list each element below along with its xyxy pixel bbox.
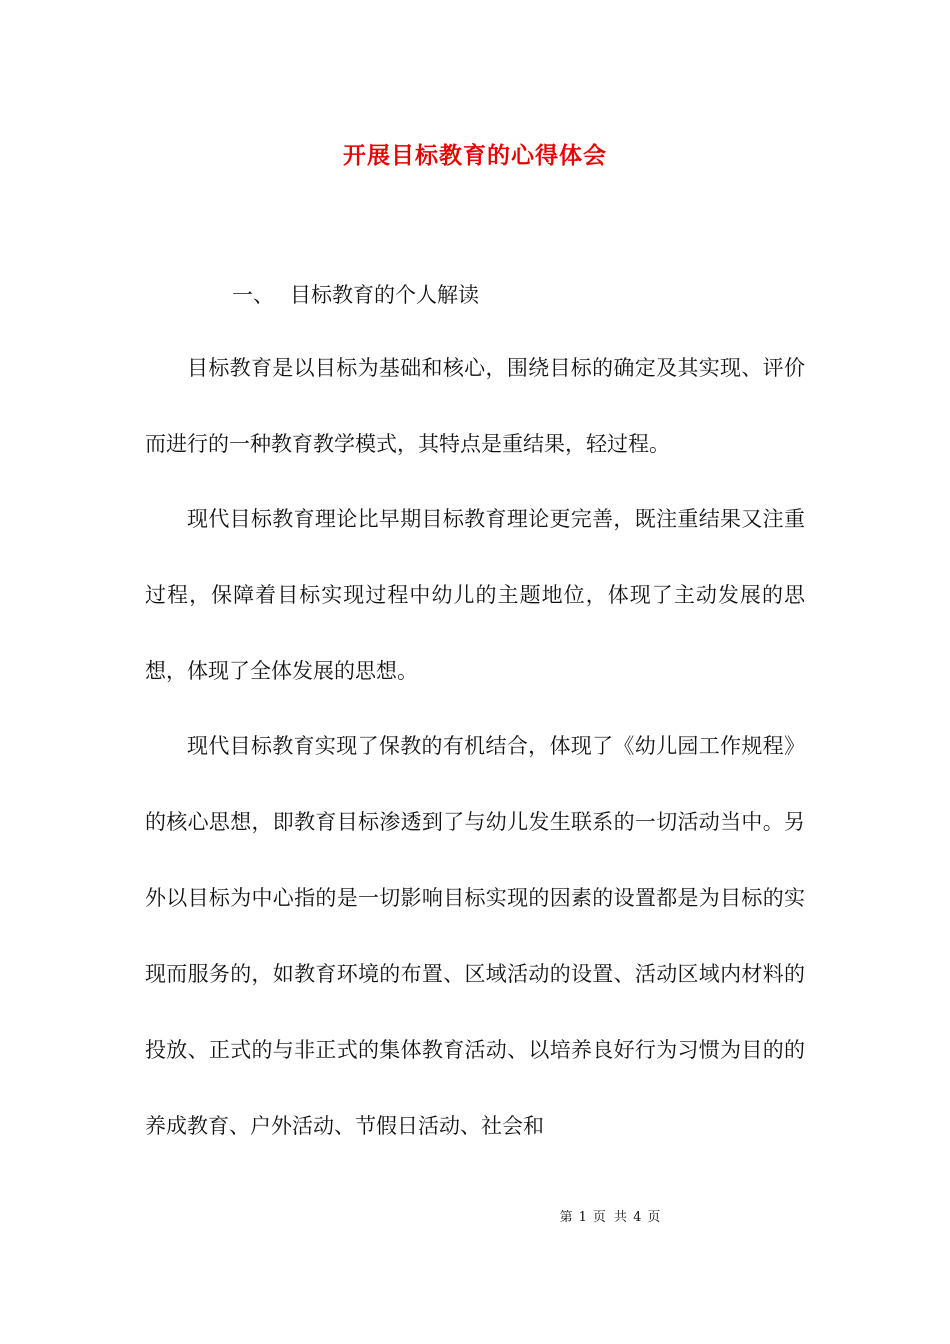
page-footer — [0, 1206, 950, 1230]
paragraph: 现代目标教育理论比早期目标教育理论更完善，既注重结果又注重过程，保障着目标实现过程中幼儿的主题地位，体现了主动发展的思想，体现了全体发展的思想。 — [145, 507, 805, 683]
paragraph: 现代目标教育实现了保教的有机结合，体现了《幼儿园工作规程》的核心思想，即教育目标渗透到了与幼儿发生联系的一切活动当中。另外以目标为中心指的是一切影响目标实现的因素的设置都是为目标的实现而服务的，如教育环境的布置、区域活动的设置、活动区域内材料的投放、正式的与非正式的集体教育活动、以培养良好行为习惯为目的的养成教育、户外活动、节假日活动、社会和 — [145, 734, 805, 1138]
paragraph-block-1 — [145, 330, 805, 482]
document-title: 开展目标教育的心得体会 — [343, 142, 607, 169]
paragraph-block-2 — [145, 481, 805, 709]
footer-total-pages: 4 — [633, 1210, 642, 1225]
section-heading-text: 目标教育的个人解读 — [290, 283, 479, 307]
paragraph-block-3 — [145, 708, 805, 1164]
footer-suffix: 页 — [647, 1210, 661, 1225]
footer-middle: 页 共 — [592, 1210, 628, 1225]
section-heading — [232, 276, 479, 314]
section-number: 一、 — [232, 283, 274, 307]
footer-prefix: 第 — [559, 1210, 573, 1225]
footer-current-page: 1 — [578, 1210, 587, 1225]
paragraph: 目标教育是以目标为基础和核心，围绕目标的确定及其实现、评价而进行的一种教育教学模式，其特点是重结果，轻过程。 — [145, 356, 805, 456]
